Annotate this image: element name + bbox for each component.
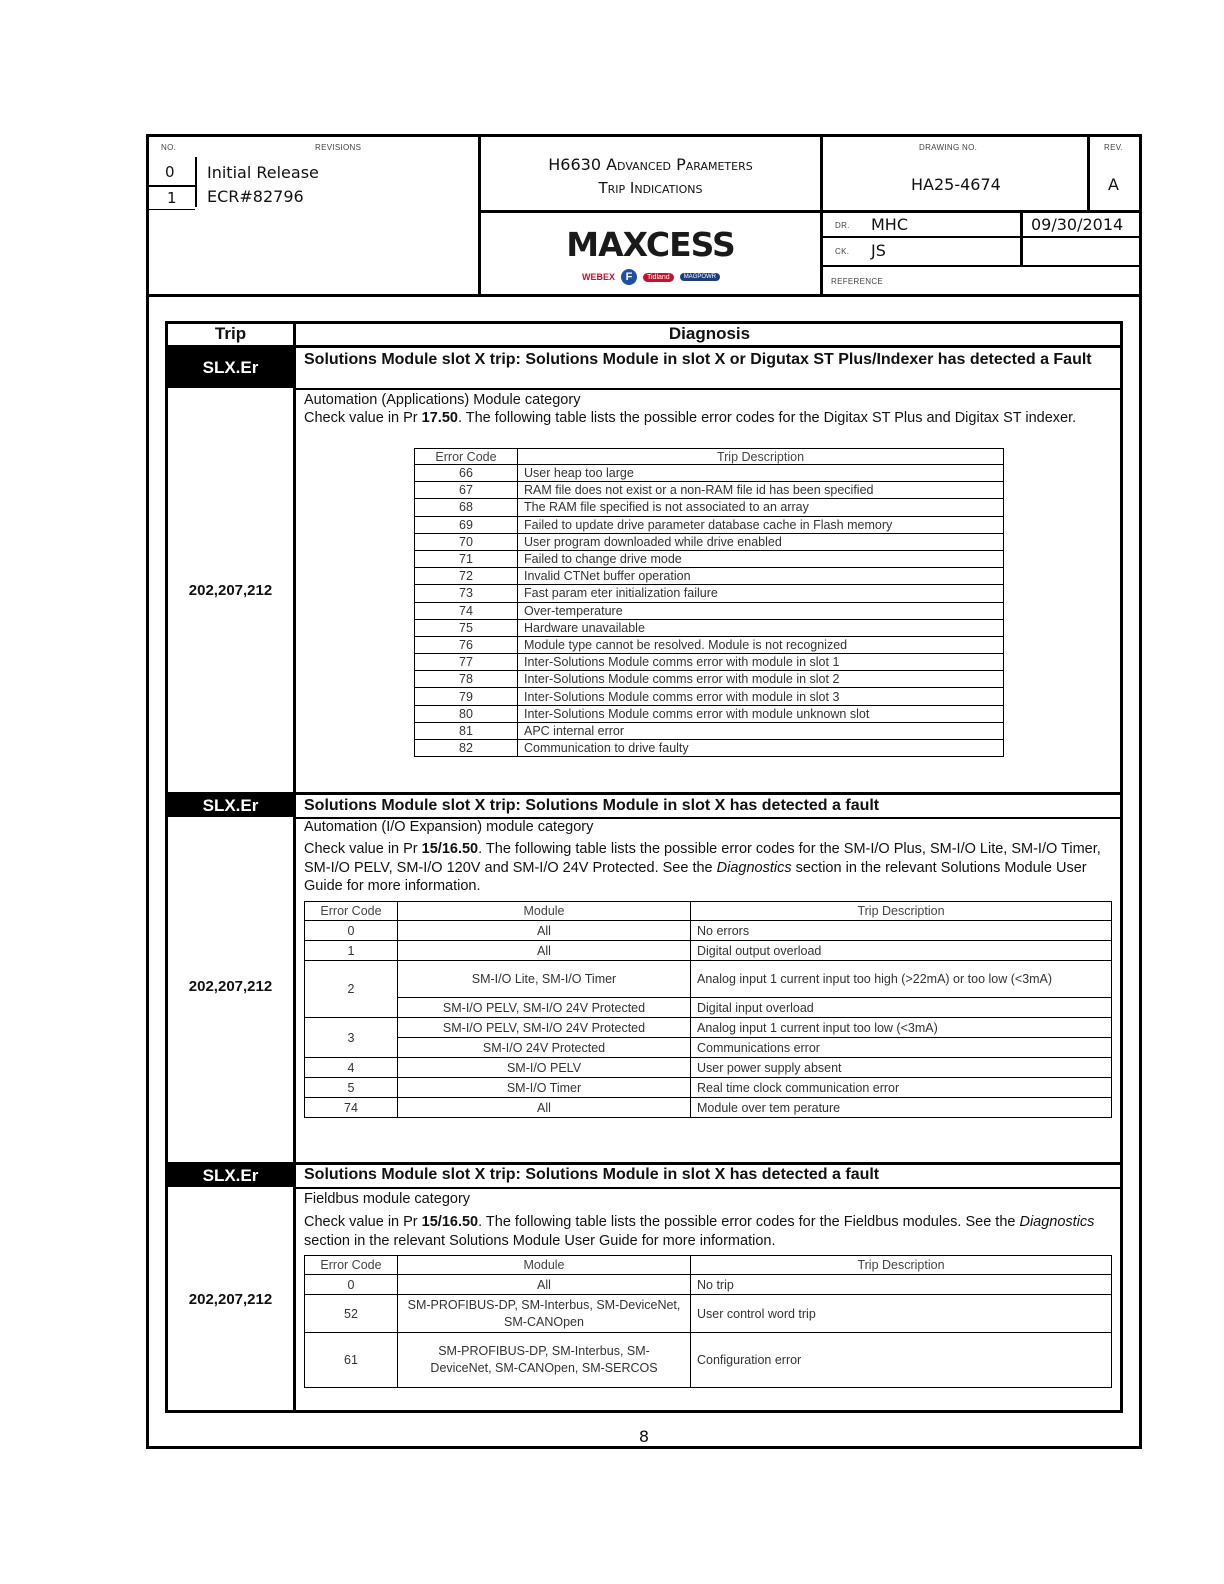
table-row	[415, 533, 1004, 550]
col-module: Module	[398, 902, 691, 921]
drawing-title-line2: Trip Indications	[598, 179, 703, 197]
revision-no-0: 0	[165, 163, 175, 181]
col-error-code: Error Code	[415, 449, 518, 465]
revisions-label: REVISIONS	[315, 143, 362, 152]
trip-column-header: Trip	[214, 324, 247, 343]
table-row	[415, 705, 1004, 722]
trip-description-cell: Inter-Solutions Module comms error with module unknown slot	[518, 705, 1004, 722]
error-code-cell: 75	[415, 619, 518, 636]
table-row	[415, 654, 1004, 671]
table-row: 74 All Module over tem perature	[305, 1098, 1112, 1118]
table-row: 61 SM-PROFIBUS-DP, SM-Interbus, SM-DeviceNet, SM-CANOpen, SM-SERCOS Configuration error	[305, 1333, 1112, 1388]
tidland-logo: Tidland	[643, 273, 674, 282]
io-error-code-table	[304, 901, 1112, 1118]
module-category: Fieldbus module category	[304, 1191, 471, 1207]
table-row	[415, 568, 1004, 585]
trip-code-cell: SLX.Er	[168, 795, 293, 817]
module-category: Automation (I/O Expansion) module category	[304, 819, 594, 835]
brand-logos	[571, 268, 731, 286]
error-code-cell: 81	[415, 722, 518, 739]
table-row	[415, 602, 1004, 619]
error-code-cell: 69	[415, 516, 518, 533]
diagnosis-title: Solutions Module slot X trip: Solutions Module in slot X or Digutax ST Plus/Indexer has detected a Fault	[304, 351, 1092, 368]
diagnosis-title: Solutions Module slot X trip: Solutions Module in slot X has detected a fault	[304, 1166, 880, 1183]
diagnosis-column-header: Diagnosis	[668, 324, 751, 343]
trip-description-cell: Inter-Solutions Module comms error with module in slot 3	[518, 688, 1004, 705]
drawing-no-label: DRAWING NO.	[919, 143, 978, 152]
trip-description-cell: Failed to update drive parameter database cache in Flash memory	[518, 516, 1004, 533]
error-code-cell: 70	[415, 533, 518, 550]
trip-numbers: 202,207,212	[188, 978, 273, 995]
trip-description-cell: Hardware unavailable	[518, 619, 1004, 636]
revision-desc-0: Initial Release	[207, 163, 319, 182]
table-row: 3 SM-I/O PELV, SM-I/O 24V Protected Analog input 1 current input too low (<3mA)	[305, 1018, 1112, 1038]
table-header-row	[415, 449, 1004, 465]
error-code-cell: 67	[415, 482, 518, 499]
error-code-cell: 78	[415, 671, 518, 688]
col-trip-description: Trip Description	[518, 449, 1004, 465]
table-row: 0 All No errors	[305, 921, 1112, 941]
col-trip-description: Trip Description	[691, 902, 1112, 921]
trip-table	[165, 321, 1123, 1413]
table-row	[415, 585, 1004, 602]
trip-description-cell: User heap too large	[518, 465, 1004, 482]
error-code-cell: 66	[415, 465, 518, 482]
error-code-cell: 76	[415, 636, 518, 653]
rev-value: A	[1108, 175, 1119, 194]
table-row: 5 SM-I/O Timer Real time clock communication error	[305, 1078, 1112, 1098]
table-header-row	[305, 902, 1112, 921]
col-module: Module	[398, 1256, 691, 1275]
table-header-row	[305, 1256, 1112, 1275]
error-code-cell: 71	[415, 550, 518, 567]
col-error-code: Error Code	[305, 902, 398, 921]
table-row	[415, 740, 1004, 757]
error-code-table	[414, 448, 1004, 757]
title-block	[149, 137, 1139, 297]
col-trip-description: Trip Description	[691, 1256, 1112, 1275]
fieldbus-error-code-table	[304, 1255, 1112, 1388]
check-value-text: Check value in Pr 15/16.50. The following table lists the possible error codes for the SM-I/O Plus, SM-I/O Lite, SM-I/O Timer, SM-I/O PELV, SM-I/O 120V and SM-I/O 24V Protected. See the Diagnostics section in the relevant Solutions Module User Guide for more information.	[304, 841, 1101, 894]
rev-label: REV.	[1104, 143, 1124, 152]
table-row	[415, 688, 1004, 705]
error-code-cell: 77	[415, 654, 518, 671]
trip-numbers: 202,207,212	[188, 1291, 273, 1308]
check-value-text: Check value in Pr 17.50. The following table lists the possible error codes for the Digitax ST Plus and Digitax ST indexer.	[304, 410, 1077, 426]
trip-description-cell: The RAM file specified is not associated to an array	[518, 499, 1004, 516]
revision-desc-1: ECR#82796	[207, 187, 304, 206]
trip-description-cell: Fast param eter initialization failure	[518, 585, 1004, 602]
webex-logo: WEBEX	[581, 272, 615, 282]
table-row: 2 SM-I/O Lite, SM-I/O Timer Analog input 1 current input too high (>22mA) or too low (<3mA)	[305, 961, 1112, 998]
table-row: 0 All No trip	[305, 1275, 1112, 1295]
table-row	[415, 636, 1004, 653]
title-section	[481, 137, 823, 294]
table-row	[415, 550, 1004, 567]
trip-description-cell: RAM file does not exist or a non-RAM file id has been specified	[518, 482, 1004, 499]
error-code-cell: 80	[415, 705, 518, 722]
table-row: 1 All Digital output overload	[305, 941, 1112, 961]
magpowr-logo: MAGPOWR	[680, 273, 720, 281]
page-number: 8	[638, 1427, 650, 1446]
trip-description-cell: Failed to change drive mode	[518, 550, 1004, 567]
error-code-cell: 68	[415, 499, 518, 516]
error-code-cell: 73	[415, 585, 518, 602]
table-row	[415, 465, 1004, 482]
table-row	[415, 671, 1004, 688]
error-code-cell: 74	[415, 602, 518, 619]
revision-no-1: 1	[167, 189, 177, 207]
fife-logo: F	[621, 269, 637, 285]
revisions-block	[149, 137, 481, 294]
trip-description-cell: Module type cannot be resolved. Module is not recognized	[518, 636, 1004, 653]
checked-by: JS	[871, 241, 886, 260]
table-row: 52 SM-PROFIBUS-DP, SM-Interbus, SM-DeviceNet, SM-CANOpen User control word trip	[305, 1295, 1112, 1333]
maxcess-logo: MAXCESS	[566, 225, 735, 264]
no-label: NO.	[161, 143, 177, 152]
trip-code-cell: SLX.Er	[168, 1165, 293, 1187]
ck-label: CK.	[835, 247, 850, 256]
error-code-cell: 72	[415, 568, 518, 585]
check-value-text: Check value in Pr 15/16.50. The following table lists the possible error codes for the Fieldbus modules. See the Diagnostics section in the relevant Solutions Module User Guide for more information.	[304, 1214, 1095, 1249]
trip-description-cell: Invalid CTNet buffer operation	[518, 568, 1004, 585]
table-row: SM-I/O PELV, SM-I/O 24V Protected Digital input overload	[305, 998, 1112, 1018]
trip-description-cell: Communication to drive faulty	[518, 740, 1004, 757]
dr-label: DR.	[835, 221, 850, 230]
col-error-code: Error Code	[305, 1256, 398, 1275]
table-row	[415, 499, 1004, 516]
diagnosis-title: Solutions Module slot X trip: Solutions Module in slot X has detected a fault	[304, 797, 880, 814]
error-code-cell: 82	[415, 740, 518, 757]
table-row: SM-I/O 24V Protected Communications error	[305, 1038, 1112, 1058]
drawing-title-line1: H6630 Advanced Parameters	[548, 155, 753, 174]
trip-description-cell: Over-temperature	[518, 602, 1004, 619]
trip-description-cell: APC internal error	[518, 722, 1004, 739]
drawing-date: 09/30/2014	[1031, 215, 1124, 234]
module-category: Automation (Applications) Module category	[304, 392, 581, 408]
trip-numbers: 202,207,212	[188, 582, 273, 599]
table-row	[415, 516, 1004, 533]
table-row	[415, 722, 1004, 739]
drawing-frame	[146, 134, 1142, 1449]
trip-description-cell: User program downloaded while drive enabled	[518, 533, 1004, 550]
table-row	[415, 619, 1004, 636]
reference-label: REFERENCE	[831, 277, 884, 286]
error-code-cell: 79	[415, 688, 518, 705]
drawing-info	[823, 137, 1139, 294]
drawn-by: MHC	[871, 215, 909, 234]
trip-description-cell: Inter-Solutions Module comms error with module in slot 1	[518, 654, 1004, 671]
trip-description-cell: Inter-Solutions Module comms error with module in slot 2	[518, 671, 1004, 688]
table-row	[415, 482, 1004, 499]
drawing-no: HA25-4674	[911, 175, 1001, 194]
trip-code-cell: SLX.Er	[168, 348, 293, 388]
table-row: 4 SM-I/O PELV User power supply absent	[305, 1058, 1112, 1078]
